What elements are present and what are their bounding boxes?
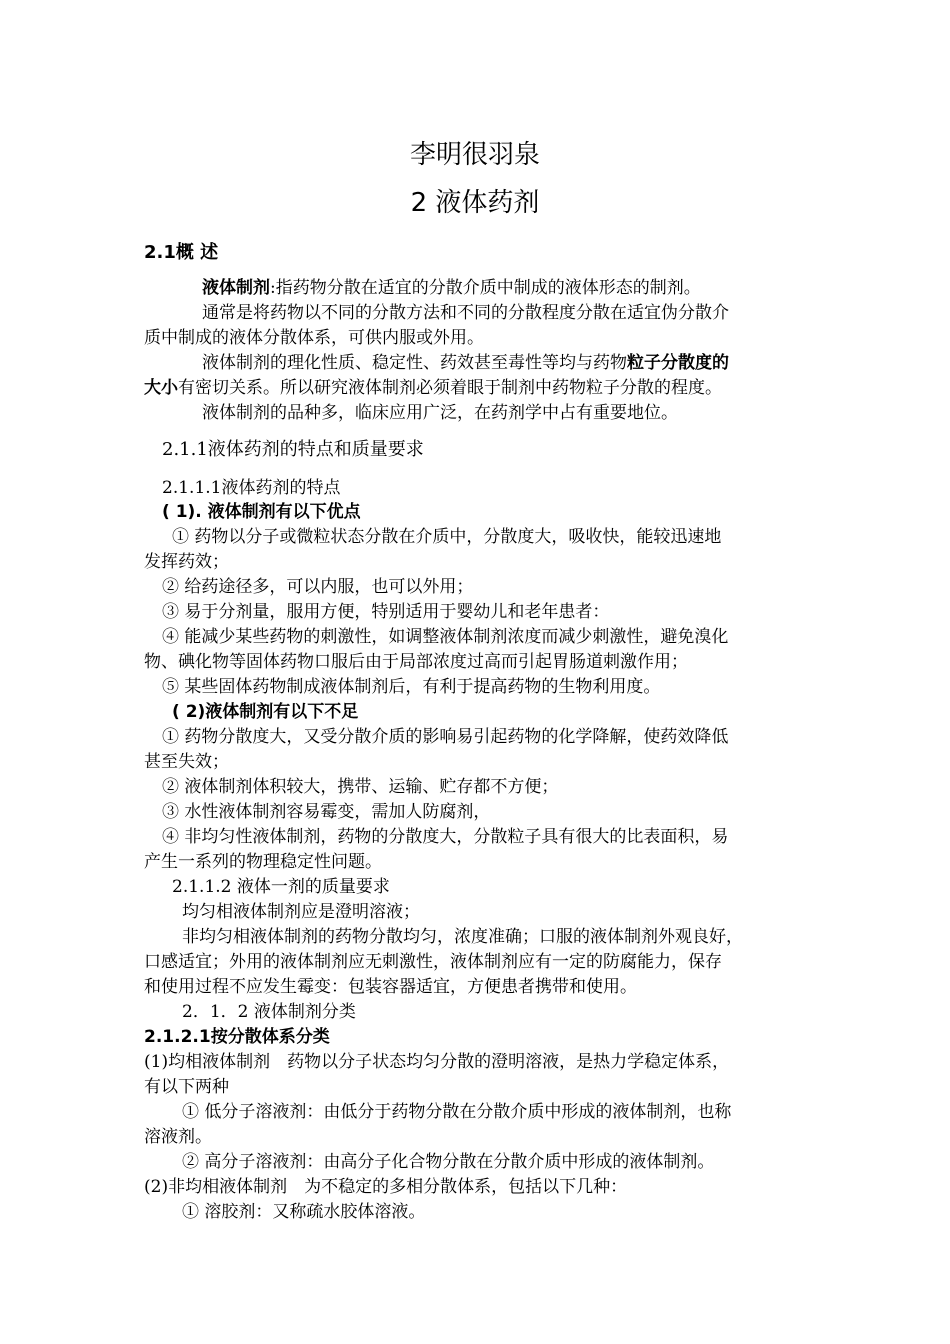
paragraph-4: 液体制剂的品种多，临床应用广泛，在药剂学中占有重要地位。 [202,403,678,423]
high-molecular: ② 高分子溶液剂：由高分子化合物分散在分散介质中形成的液体制剂。 [182,1152,715,1172]
disadvantage-1-line-2: 甚至失效； [144,752,229,772]
homogeneous-line-1: (1)均相液体制剂 药物以分子状态均匀分散的澄明溶液，是热力学稳定体系， [144,1052,730,1072]
disadvantage-2: ② 液体制剂体积较大，携带、运输、贮存都不方便； [162,777,559,797]
quality-2-line-3: 和使用过程不应发生霉变：包装容器适宜，方便患者携带和使用。 [144,977,637,997]
disadvantage-1-line-1: ① 药物分散度大，又受分散介质的影响易引起药物的化学降解，使药效降低 [162,727,729,747]
disadvantage-4-line-1: ④ 非均匀性液体制剂，药物的分散度大，分散粒子具有很大的比表面积，易 [162,827,729,847]
advantage-4-line-2: 物、碘化物等固体药物口服后由于局部浓度过高而引起胃肠道刺激作用； [144,652,688,672]
paragraph-3-bold-2: 大小 [144,378,178,398]
advantage-1-line-2: 发挥药效； [144,552,229,572]
advantage-1-line-1: ① 药物以分子或微粒状态分散在介质中，分散度大，吸收快，能较迅速地 [172,527,722,547]
quality-1: 均匀相液体制剂应是澄明溶液； [182,902,420,922]
disadvantage-3: ③ 水性液体制剂容易霉变，需加人防腐剂， [162,802,491,822]
section-2-1-2-heading: 2．1．2 液体制剂分类 [182,1002,356,1022]
quality-2-line-1: 非均匀相液体制剂的药物分散均匀，浓度准确；口服的液体制剂外观良好， [182,927,743,947]
homogeneous-line-2: 有以下两种 [144,1077,229,1097]
chapter-title: 2 液体药剂 [410,188,540,218]
subsection-2-1-1-2: 2.1.1.2 液体一剂的质量要求 [172,877,390,897]
paragraph-3-line-2 [144,376,824,400]
disadvantages-heading: ( 2)液体制剂有以下不足 [172,702,359,722]
advantages-heading: ( 1). 液体制剂有以下优点 [162,502,361,522]
section-2-1-1-heading: 2.1.1液体药剂的特点和质量要求 [162,439,424,460]
advantage-4-line-1: ④ 能减少某些药物的刺激性，如调整液体制剂浓度而减少刺激性，避免溴化 [162,627,729,647]
low-molecular-line-2: 溶液剂。 [144,1127,212,1147]
subsection-2-1-1-1: 2.1.1.1液体药剂的特点 [162,478,341,498]
paragraph-3-bold: 粒子分散度的 [627,353,729,373]
section-2-1-heading: 2.1概 述 [144,242,219,263]
paragraph-3-text-2: 有密切关系。所以研究液体制剂必须着眼于制剂中药物粒子分散的程度。 [178,378,722,398]
paragraph-2-line-2: 质中制成的液体分散体系，可供内服或外用。 [144,328,484,348]
heterogeneous: (2)非均相液体制剂 为不稳定的多相分散体系，包括以下几种： [144,1177,628,1197]
advantage-5: ⑤ 某些固体药物制成液体制剂后，有利于提高药物的生物利用度。 [162,677,661,697]
advantage-2: ② 给药途径多，可以内服，也可以外用； [162,577,474,597]
definition-paragraph [202,276,882,300]
advantage-3: ③ 易于分剂量，服用方便，特别适用于婴幼儿和老年患者： [162,602,610,622]
definition-text: :指药物分散在适宜的分散介质中制成的液体形态的制剂。 [270,278,701,298]
sol-agent: ① 溶胶剂：又称疏水胶体溶液。 [182,1202,426,1222]
low-molecular-line-1: ① 低分子溶液剂：由低分于药物分散在分散介质中形成的液体制剂，也称 [182,1102,732,1122]
author-title: 李明很羽泉 [409,140,540,170]
definition-term: 液体制剂 [202,278,270,298]
disadvantage-4-line-2: 产生一系列的物理稳定性问题。 [144,852,382,872]
quality-2-line-2: 口感适宜；外用的液体制剂应无刺激性，液体制剂应有一定的防腐能力，保存 [144,952,722,972]
paragraph-3-line-1 [202,351,882,375]
paragraph-2-line-1: 通常是将药物以不同的分散方法和不同的分散程度分散在适宜伪分散介 [202,303,729,323]
paragraph-3-text: 液体制剂的理化性质、稳定性、药效甚至毒性等均与药物 [202,353,627,373]
subsection-2-1-2-1: 2.1.2.1按分散体系分类 [144,1027,330,1047]
